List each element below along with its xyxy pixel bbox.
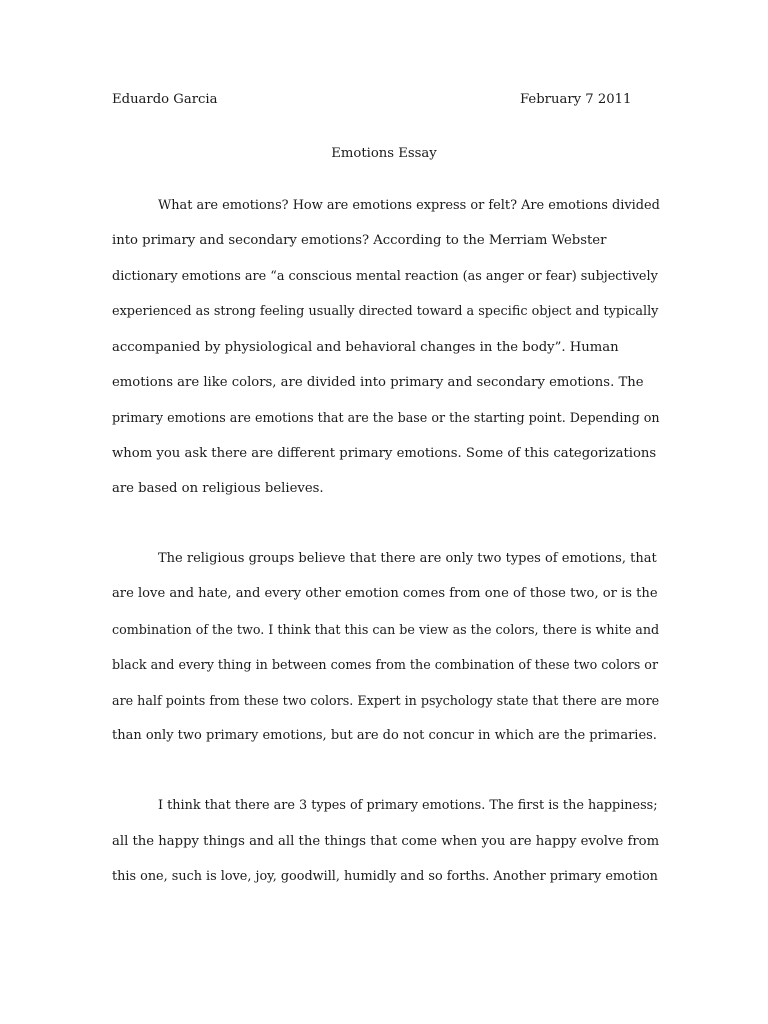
text-line: What are emotions? How are emotions express or felt? Are emotions divided [158,198,660,213]
author-name: Eduardo Garcia [112,92,218,107]
text-line: whom you ask there are different primary emotions. Some of this categorizations [112,446,657,461]
text-line: experienced as strong feeling usually directed toward a specific object and typically [112,304,659,319]
text-line: black and every thing in between comes from the combination of these two colors or [112,657,659,672]
text-line: all the happy things and all the things that come when you are happy evolve from [112,834,660,849]
text-line: combination of the two. I think that this can be view as the colors, there is white and [112,622,660,637]
text-line: are based on religious believes. [112,481,324,496]
text-line: accompanied by physiological and behavioral changes in the body”. Human [112,340,619,355]
text-line: are love and hate, and every other emotion comes from one of those two, or is the [112,586,658,601]
text-line: emotions are like colors, are divided into primary and secondary emotions. The [112,375,644,390]
essay-title: Emotions Essay [331,146,437,161]
text-line: are half points from these two colors. Expert in psychology state that there are more [112,693,660,708]
text-line: The religious groups believe that there are only two types of emotions, that [158,551,657,566]
essay-date: February 7 2011 [520,92,632,107]
text-line: I think that there are 3 types of primary emotions. The first is the happiness; [158,798,658,813]
text-line: primary emotions are emotions that are the base or the starting point. Depending on [112,410,660,425]
text-line: this one, such is love, joy, goodwill, humidly and so forths. Another primary emotion [112,869,658,884]
text-line: into primary and secondary emotions? According to the Merriam Webster [112,233,607,248]
text-line: dictionary emotions are “a conscious mental reaction (as anger or fear) subjectively [112,269,658,284]
text-line: than only two primary emotions, but are do not concur in which are the primaries. [112,728,657,743]
